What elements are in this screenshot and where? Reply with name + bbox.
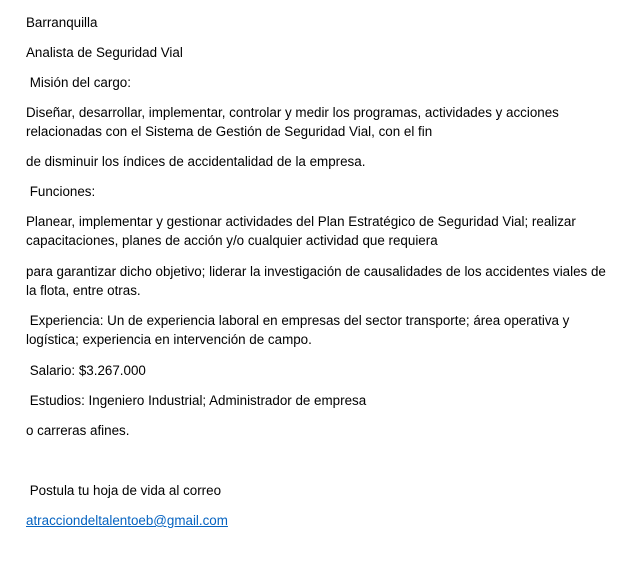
experience-text: Experiencia: Un de experiencia laboral en empresas del sector transporte; área operativa y logística; experiencia en intervención de campo.	[26, 313, 574, 347]
mission-text-second: de disminuir los índices de accidentalidad de la empresa.	[26, 154, 366, 169]
email-line	[26, 511, 228, 530]
studies-text-second: o carreras afines.	[26, 423, 130, 438]
city-label: Barranquilla	[26, 15, 98, 30]
job-title: Analista de Seguridad Vial	[26, 45, 183, 60]
studies-text-first: Estudios: Ingeniero Industrial; Administrador de empresa	[26, 393, 367, 408]
mission-text-first: Diseñar, desarrollar, implementar, controlar y medir los programas, actividades y acciones relacionadas con el Sistema de Gestión de Seguridad Vial, con el fin	[26, 105, 559, 139]
functions-text-first: Planear, implementar y gestionar actividades del Plan Estratégico de Seguridad Vial; realizar capacitaciones, planes de acción y/o cualquier actividad que requiera	[26, 214, 576, 248]
apply-instruction: Postula tu hoja de vida al correo	[26, 483, 222, 498]
functions-heading: Funciones:	[26, 184, 96, 199]
salary-text: Salario: $3.267.000	[26, 363, 146, 378]
mission-heading: Misión del cargo:	[26, 75, 131, 90]
email-link[interactable]: atracciondeltalentoeb@gmail.com	[26, 513, 228, 528]
functions-text-second: para garantizar dicho objetivo; liderar la investigación de causalidades de los accidentes viales de la flota, entre otras.	[26, 264, 606, 298]
